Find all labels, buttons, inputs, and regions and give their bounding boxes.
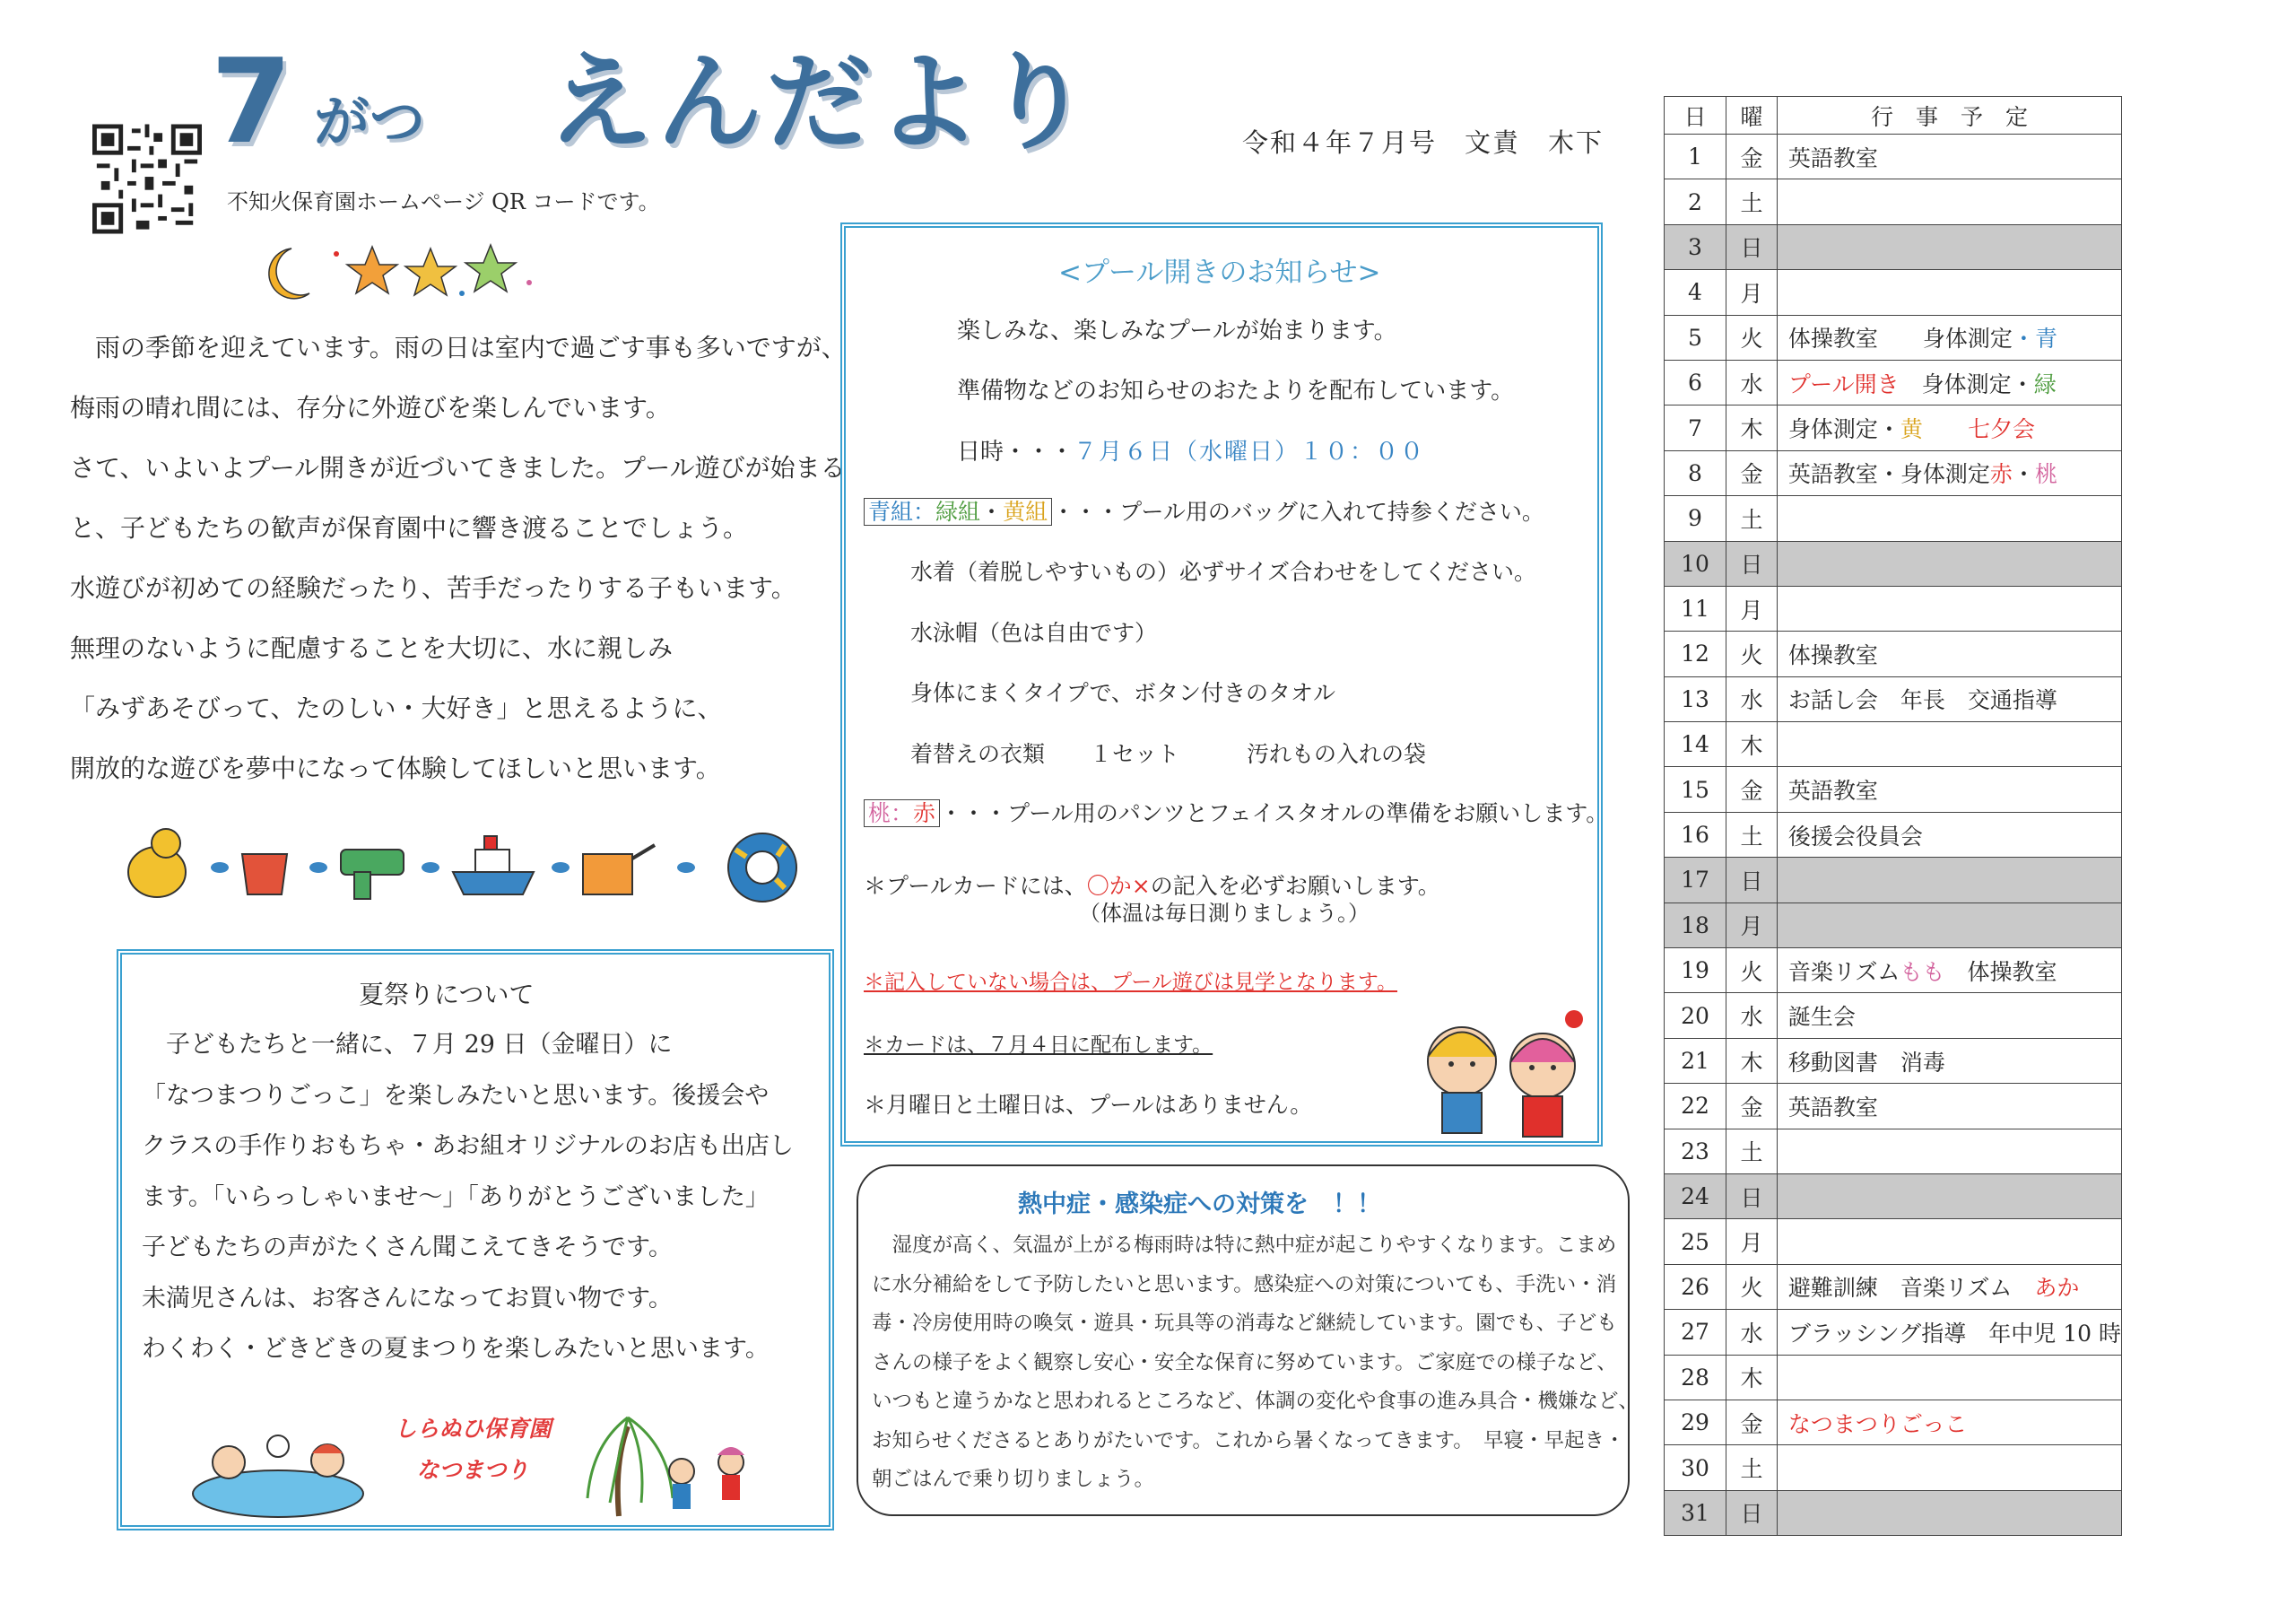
group-tag	[864, 498, 1052, 526]
card-mark: 〇か×	[1086, 873, 1151, 899]
schedule-event	[1777, 496, 2121, 541]
pool-no-days: ＊月曜日と土曜日は、プールはありません。	[864, 1092, 1313, 1118]
pool-item: 水着（着脱しやすいもの）必ずサイズ合わせをしてください。	[910, 559, 1537, 585]
heat-stroke-body	[872, 1227, 1639, 1501]
pool-date-value: ７月６日（水曜日）１０：００	[1074, 439, 1426, 466]
intro-line: 無理のないように配慮することを大切に、水に親しみ	[70, 633, 674, 663]
schedule-row	[1665, 315, 2122, 360]
pool-item: 水泳帽（色は自由です）	[910, 619, 1158, 646]
schedule-row	[1665, 858, 2122, 903]
intro-line: と、子どもたちの歓声が保育園中に響き渡ることでしょう。	[70, 513, 749, 543]
schedule-weekday: 金	[1726, 1400, 1778, 1444]
heat-line: いつもと違うかなと思われるところなど、体調の変化や食事の進み具合・機嫌など、	[872, 1390, 1639, 1413]
event-text: 体操教室	[1944, 958, 2057, 985]
card-post: の記入を必ずお願いします。	[1150, 873, 1440, 899]
pool-card-temp: （体温は毎日測りましょう。）	[1079, 901, 1370, 926]
schedule-row	[1665, 1355, 2122, 1400]
event-text: もも	[1900, 958, 1945, 985]
event-text: ・	[2012, 461, 2035, 488]
heat-line: 毒・冷房使用時の喚気・遊具・玩具等の消毒など継続しています。園でも、子ども	[872, 1312, 1617, 1335]
intro-line: 水遊びが初めての経験だったり、苦手だったりする子もいます。	[70, 573, 796, 603]
schedule-body	[1665, 135, 2122, 1536]
qr-code-icon	[92, 123, 202, 235]
schedule-day: 7	[1665, 406, 1726, 450]
intro-text	[70, 326, 847, 807]
schedule-weekday: 月	[1726, 586, 1778, 631]
event-text: 英語教室	[1787, 778, 1878, 805]
schedule-day: 3	[1665, 224, 1726, 269]
title-month: 7	[211, 33, 292, 170]
event-text: 音楽リズム	[1787, 958, 1900, 985]
event-text: 黄	[1900, 416, 1923, 443]
intro-line: 梅雨の晴れ間には、存分に外遊びを楽しんでいます。	[70, 393, 671, 423]
schedule-weekday: 木	[1726, 406, 1778, 450]
schedule-row	[1665, 1219, 2122, 1264]
schedule-event	[1777, 1264, 2121, 1309]
schedule-row	[1665, 1264, 2122, 1309]
moon-stars-illustration	[256, 238, 543, 305]
schedule-row	[1665, 586, 2122, 631]
event-text: 体操教室	[1787, 641, 1878, 668]
schedule-day: 1	[1665, 135, 1726, 179]
heat-line: さんの様子をよく観察し安心・安全な保育に努めています。ご家庭での様子など、	[872, 1350, 1617, 1374]
schedule-weekday: 水	[1726, 1310, 1778, 1355]
event-text: 身体測定・	[1899, 371, 2034, 397]
event-text: 桃	[2034, 461, 2057, 488]
schedule-day: 6	[1665, 360, 1726, 405]
schedule-row	[1665, 541, 2122, 586]
event-text: 七夕会	[1967, 416, 2035, 443]
heat-line: 朝ごはんで乗り切りましょう。	[872, 1468, 1155, 1491]
schedule-event	[1777, 586, 2121, 631]
schedule-event	[1777, 1129, 2121, 1173]
momo-text: ・・・プール用のパンツとフェイスタオルの準備をお願いします。	[940, 800, 1609, 826]
schedule-day: 24	[1665, 1173, 1726, 1218]
schedule-event	[1777, 903, 2121, 947]
schedule-row	[1665, 179, 2122, 224]
event-text	[1923, 416, 1968, 442]
header-event: 行 事 予 定	[1777, 97, 2121, 135]
page-title: えんだより	[547, 40, 1095, 164]
event-text: 避難訓練 音楽リズム	[1787, 1275, 2035, 1302]
schedule-day: 27	[1665, 1310, 1726, 1355]
issue-info: 令和４年７月号 文責 木下	[1242, 127, 1605, 158]
schedule-weekday: 水	[1726, 993, 1778, 1038]
schedule-day: 17	[1665, 858, 1726, 903]
schedule-weekday: 土	[1726, 1445, 1778, 1490]
schedule-event	[1777, 270, 2121, 315]
schedule-day: 13	[1665, 676, 1726, 721]
schedule-event	[1777, 993, 2121, 1038]
schedule-event	[1777, 1490, 2121, 1535]
pool-momo-line	[864, 796, 1608, 828]
schedule-event	[1777, 315, 2121, 360]
schedule-table	[1664, 96, 2122, 1536]
schedule-event	[1777, 1310, 2121, 1355]
schedule-weekday: 日	[1726, 1490, 1778, 1535]
schedule-row	[1665, 1445, 2122, 1490]
swimming-kids-illustration	[1399, 1003, 1605, 1155]
schedule-row	[1665, 135, 2122, 179]
schedule-row	[1665, 1310, 2122, 1355]
schedule-weekday: 土	[1726, 1129, 1778, 1173]
event-text: 緑	[2033, 371, 2057, 397]
festival-line: 子どもたちと一緒に、７月 29 日（金曜日）に	[142, 1031, 673, 1059]
pool-date	[957, 433, 1425, 467]
schedule-weekday: 月	[1726, 270, 1778, 315]
group-yellow: 黄組	[1003, 499, 1048, 525]
schedule-row	[1665, 270, 2122, 315]
summer-festival-title: 夏祭りについて	[359, 980, 535, 1009]
intro-line: 雨の季節を迎えています。雨の日は室内で過ごす事も多いですが、	[70, 333, 847, 362]
event-text: プール開き	[1787, 371, 1900, 397]
schedule-day: 5	[1665, 315, 1726, 360]
schedule-row	[1665, 360, 2122, 405]
schedule-event	[1777, 406, 2121, 450]
schedule-event	[1777, 1400, 2121, 1444]
schedule-day: 22	[1665, 1084, 1726, 1129]
qr-caption: 不知火保育園ホームページ QR コードです。	[227, 189, 660, 214]
pool-item: 身体にまくタイプで、ボタン付きのタオル	[910, 680, 1336, 706]
schedule-event	[1777, 1445, 2121, 1490]
festival-logo	[392, 1408, 553, 1491]
schedule-event	[1777, 1038, 2121, 1083]
schedule-event	[1777, 135, 2121, 179]
schedule-weekday: 木	[1726, 722, 1778, 767]
schedule-day: 10	[1665, 541, 1726, 586]
pool-items	[910, 554, 1536, 797]
water-toys-illustration	[117, 818, 816, 908]
schedule-day: 11	[1665, 586, 1726, 631]
schedule-day: 15	[1665, 767, 1726, 812]
schedule-weekday: 日	[1726, 1173, 1778, 1218]
schedule-weekday: 水	[1726, 676, 1778, 721]
schedule-event	[1777, 179, 2121, 224]
schedule-row	[1665, 1038, 2122, 1083]
heat-line: お知らせくださるとありがたいです。これから暑くなってきます。 早寝・早起き・	[872, 1428, 1625, 1452]
schedule-row	[1665, 1129, 2122, 1173]
kids-pool-illustration	[179, 1426, 386, 1521]
momo-tag	[864, 799, 940, 827]
festival-line: 未満児さんは、お客さんになってお買い物です。	[142, 1284, 673, 1312]
event-text: 誕生会	[1787, 1004, 1856, 1031]
schedule-weekday: 水	[1726, 360, 1778, 405]
intro-line: さて、いよいよプール開きが近づいてきました。プール遊びが始まる	[70, 453, 846, 483]
event-text: なつまつりごっこ	[1787, 1410, 1968, 1437]
schedule-event	[1777, 1084, 2121, 1129]
group-text: ・・・プール用のバッグに入れて持参ください。	[1052, 499, 1544, 525]
schedule-event	[1777, 1219, 2121, 1264]
header-weekday: 曜	[1726, 97, 1778, 135]
schedule-event	[1777, 1355, 2121, 1400]
schedule-weekday: 火	[1726, 948, 1778, 993]
pool-line: 準備物などのお知らせのおたよりを配布しています。	[957, 378, 1515, 405]
intro-line: 開放的な遊びを夢中になって体験してほしいと思います。	[70, 754, 721, 783]
schedule-weekday: 日	[1726, 858, 1778, 903]
heat-line: に水分補給をして予防したいと思います。感染症への対策についても、手洗い・消	[872, 1272, 1617, 1296]
schedule-weekday: 土	[1726, 496, 1778, 541]
festival-logo-line1: しらぬひ保育園	[394, 1416, 552, 1442]
festival-line: わくわく・どきどきの夏まつりを楽しみたいと思います。	[142, 1335, 770, 1363]
schedule-event	[1777, 541, 2121, 586]
schedule-weekday: 木	[1726, 1038, 1778, 1083]
group-blue: 青組	[868, 499, 914, 525]
schedule-day: 18	[1665, 903, 1726, 947]
event-text: 後援会役員会	[1787, 823, 1923, 850]
schedule-day: 21	[1665, 1038, 1726, 1083]
schedule-weekday: 金	[1726, 767, 1778, 812]
schedule-row	[1665, 1084, 2122, 1129]
event-text: 英語教室・身体測定	[1787, 461, 1990, 488]
pool-date-label: 日時・・・	[957, 439, 1074, 466]
pool-group-line	[864, 494, 1544, 527]
schedule-event	[1777, 722, 2121, 767]
event-text: 青	[2034, 326, 2057, 353]
schedule-weekday: 金	[1726, 450, 1778, 495]
schedule-day: 14	[1665, 722, 1726, 767]
schedule-day: 19	[1665, 948, 1726, 993]
schedule-weekday: 金	[1726, 135, 1778, 179]
group-green: 緑組	[935, 499, 981, 525]
schedule-row	[1665, 767, 2122, 812]
schedule-row	[1665, 224, 2122, 269]
pool-title: <プール開きのお知らせ>	[1058, 257, 1381, 289]
schedule-row	[1665, 1173, 2122, 1218]
group-dot: ・	[980, 499, 1004, 525]
schedule-event	[1777, 948, 2121, 993]
schedule-day: 28	[1665, 1355, 1726, 1400]
schedule-event	[1777, 812, 2121, 857]
schedule-row	[1665, 496, 2122, 541]
summer-festival-body	[142, 1023, 823, 1378]
title-gatsu: がつ	[314, 89, 426, 154]
schedule-header	[1665, 97, 2122, 135]
schedule-day: 4	[1665, 270, 1726, 315]
schedule-event	[1777, 632, 2121, 676]
schedule-weekday: 金	[1726, 1084, 1778, 1129]
schedule-row	[1665, 993, 2122, 1038]
event-text: 体操教室 身体測定	[1787, 326, 2013, 353]
card-pre: ＊プールカードには、	[864, 873, 1087, 899]
schedule-day: 26	[1665, 1264, 1726, 1309]
schedule-day: 9	[1665, 496, 1726, 541]
schedule-weekday: 火	[1726, 315, 1778, 360]
schedule-row	[1665, 722, 2122, 767]
schedule-day: 8	[1665, 450, 1726, 495]
schedule-event	[1777, 1173, 2121, 1218]
schedule-row	[1665, 812, 2122, 857]
event-text: 赤	[1989, 461, 2013, 488]
schedule-weekday: 土	[1726, 812, 1778, 857]
schedule-weekday: 日	[1726, 224, 1778, 269]
festival-line: ます。「いらっしゃいませ〜」「ありがとうございました」	[142, 1182, 770, 1211]
pool-card-distribution: ＊カードは、７月４日に配布します。	[864, 1033, 1213, 1057]
event-text: 英語教室	[1787, 1094, 1878, 1121]
schedule-event	[1777, 450, 2121, 495]
schedule-row	[1665, 632, 2122, 676]
schedule-weekday: 木	[1726, 1355, 1778, 1400]
schedule-row	[1665, 676, 2122, 721]
schedule-weekday: 月	[1726, 1219, 1778, 1264]
schedule-event	[1777, 858, 2121, 903]
willow-kids-illustration	[574, 1400, 771, 1521]
festival-line: 子どもたちの声がたくさん聞こえてきそうです。	[142, 1234, 673, 1261]
schedule-day: 16	[1665, 812, 1726, 857]
schedule-day: 2	[1665, 179, 1726, 224]
group-momo: 桃	[868, 800, 891, 826]
heat-line: 湿度が高く、気温が上がる梅雨時は特に熱中症が起こりやすくなります。こまめ	[872, 1234, 1617, 1257]
schedule-row	[1665, 406, 2122, 450]
schedule-day: 25	[1665, 1219, 1726, 1264]
schedule-weekday: 火	[1726, 632, 1778, 676]
event-text: 移動図書 消毒	[1787, 1049, 1945, 1076]
festival-logo-line2: なつまつり	[416, 1457, 529, 1483]
event-text: ブラッシング指導 年中児 10 時	[1787, 1320, 2121, 1347]
event-text: 身体測定・	[1787, 416, 1900, 443]
pool-warning: ＊記入していない場合は、プール遊びは見学となります。	[864, 971, 1398, 994]
festival-line: 「なつまつりごっこ」を楽しみたいと思います。後援会や	[142, 1081, 770, 1110]
schedule-weekday: 日	[1726, 541, 1778, 586]
event-text: 英語教室	[1787, 144, 1878, 171]
schedule-row	[1665, 1400, 2122, 1444]
schedule-event	[1777, 767, 2121, 812]
header-day: 日	[1665, 97, 1726, 135]
schedule-day: 23	[1665, 1129, 1726, 1173]
schedule-weekday: 火	[1726, 1264, 1778, 1309]
schedule-day: 30	[1665, 1445, 1726, 1490]
festival-line: クラスの手作りおもちゃ・あお組オリジナルのお店も出店し	[142, 1132, 794, 1160]
group-colon: ：	[913, 499, 936, 525]
schedule-event	[1777, 676, 2121, 721]
schedule-row	[1665, 450, 2122, 495]
pool-line: 楽しみな、楽しみなプールが始まります。	[957, 318, 1397, 344]
schedule-row	[1665, 903, 2122, 947]
schedule-weekday: 月	[1726, 903, 1778, 947]
event-text: ・	[2012, 326, 2035, 353]
schedule-row	[1665, 948, 2122, 993]
event-text: あか	[2034, 1275, 2080, 1302]
schedule-event	[1777, 224, 2121, 269]
schedule-day: 31	[1665, 1490, 1726, 1535]
schedule-weekday: 土	[1726, 179, 1778, 224]
pool-item: 着替えの衣類 １セット 汚れもの入れの袋	[910, 740, 1427, 767]
schedule-event	[1777, 360, 2121, 405]
intro-line: 「みずあそびって、たのしい・大好き」と思えるように、	[70, 693, 723, 723]
event-text: お話し会 年長 交通指導	[1787, 687, 2057, 714]
schedule-day: 29	[1665, 1400, 1726, 1444]
schedule-row	[1665, 1490, 2122, 1535]
heat-stroke-title: 熱中症・感染症への対策を ！！	[1018, 1190, 1381, 1218]
group-aka: 赤	[913, 800, 936, 826]
schedule-day: 20	[1665, 993, 1726, 1038]
schedule-day: 12	[1665, 632, 1726, 676]
momo-colon: ：	[891, 800, 914, 826]
